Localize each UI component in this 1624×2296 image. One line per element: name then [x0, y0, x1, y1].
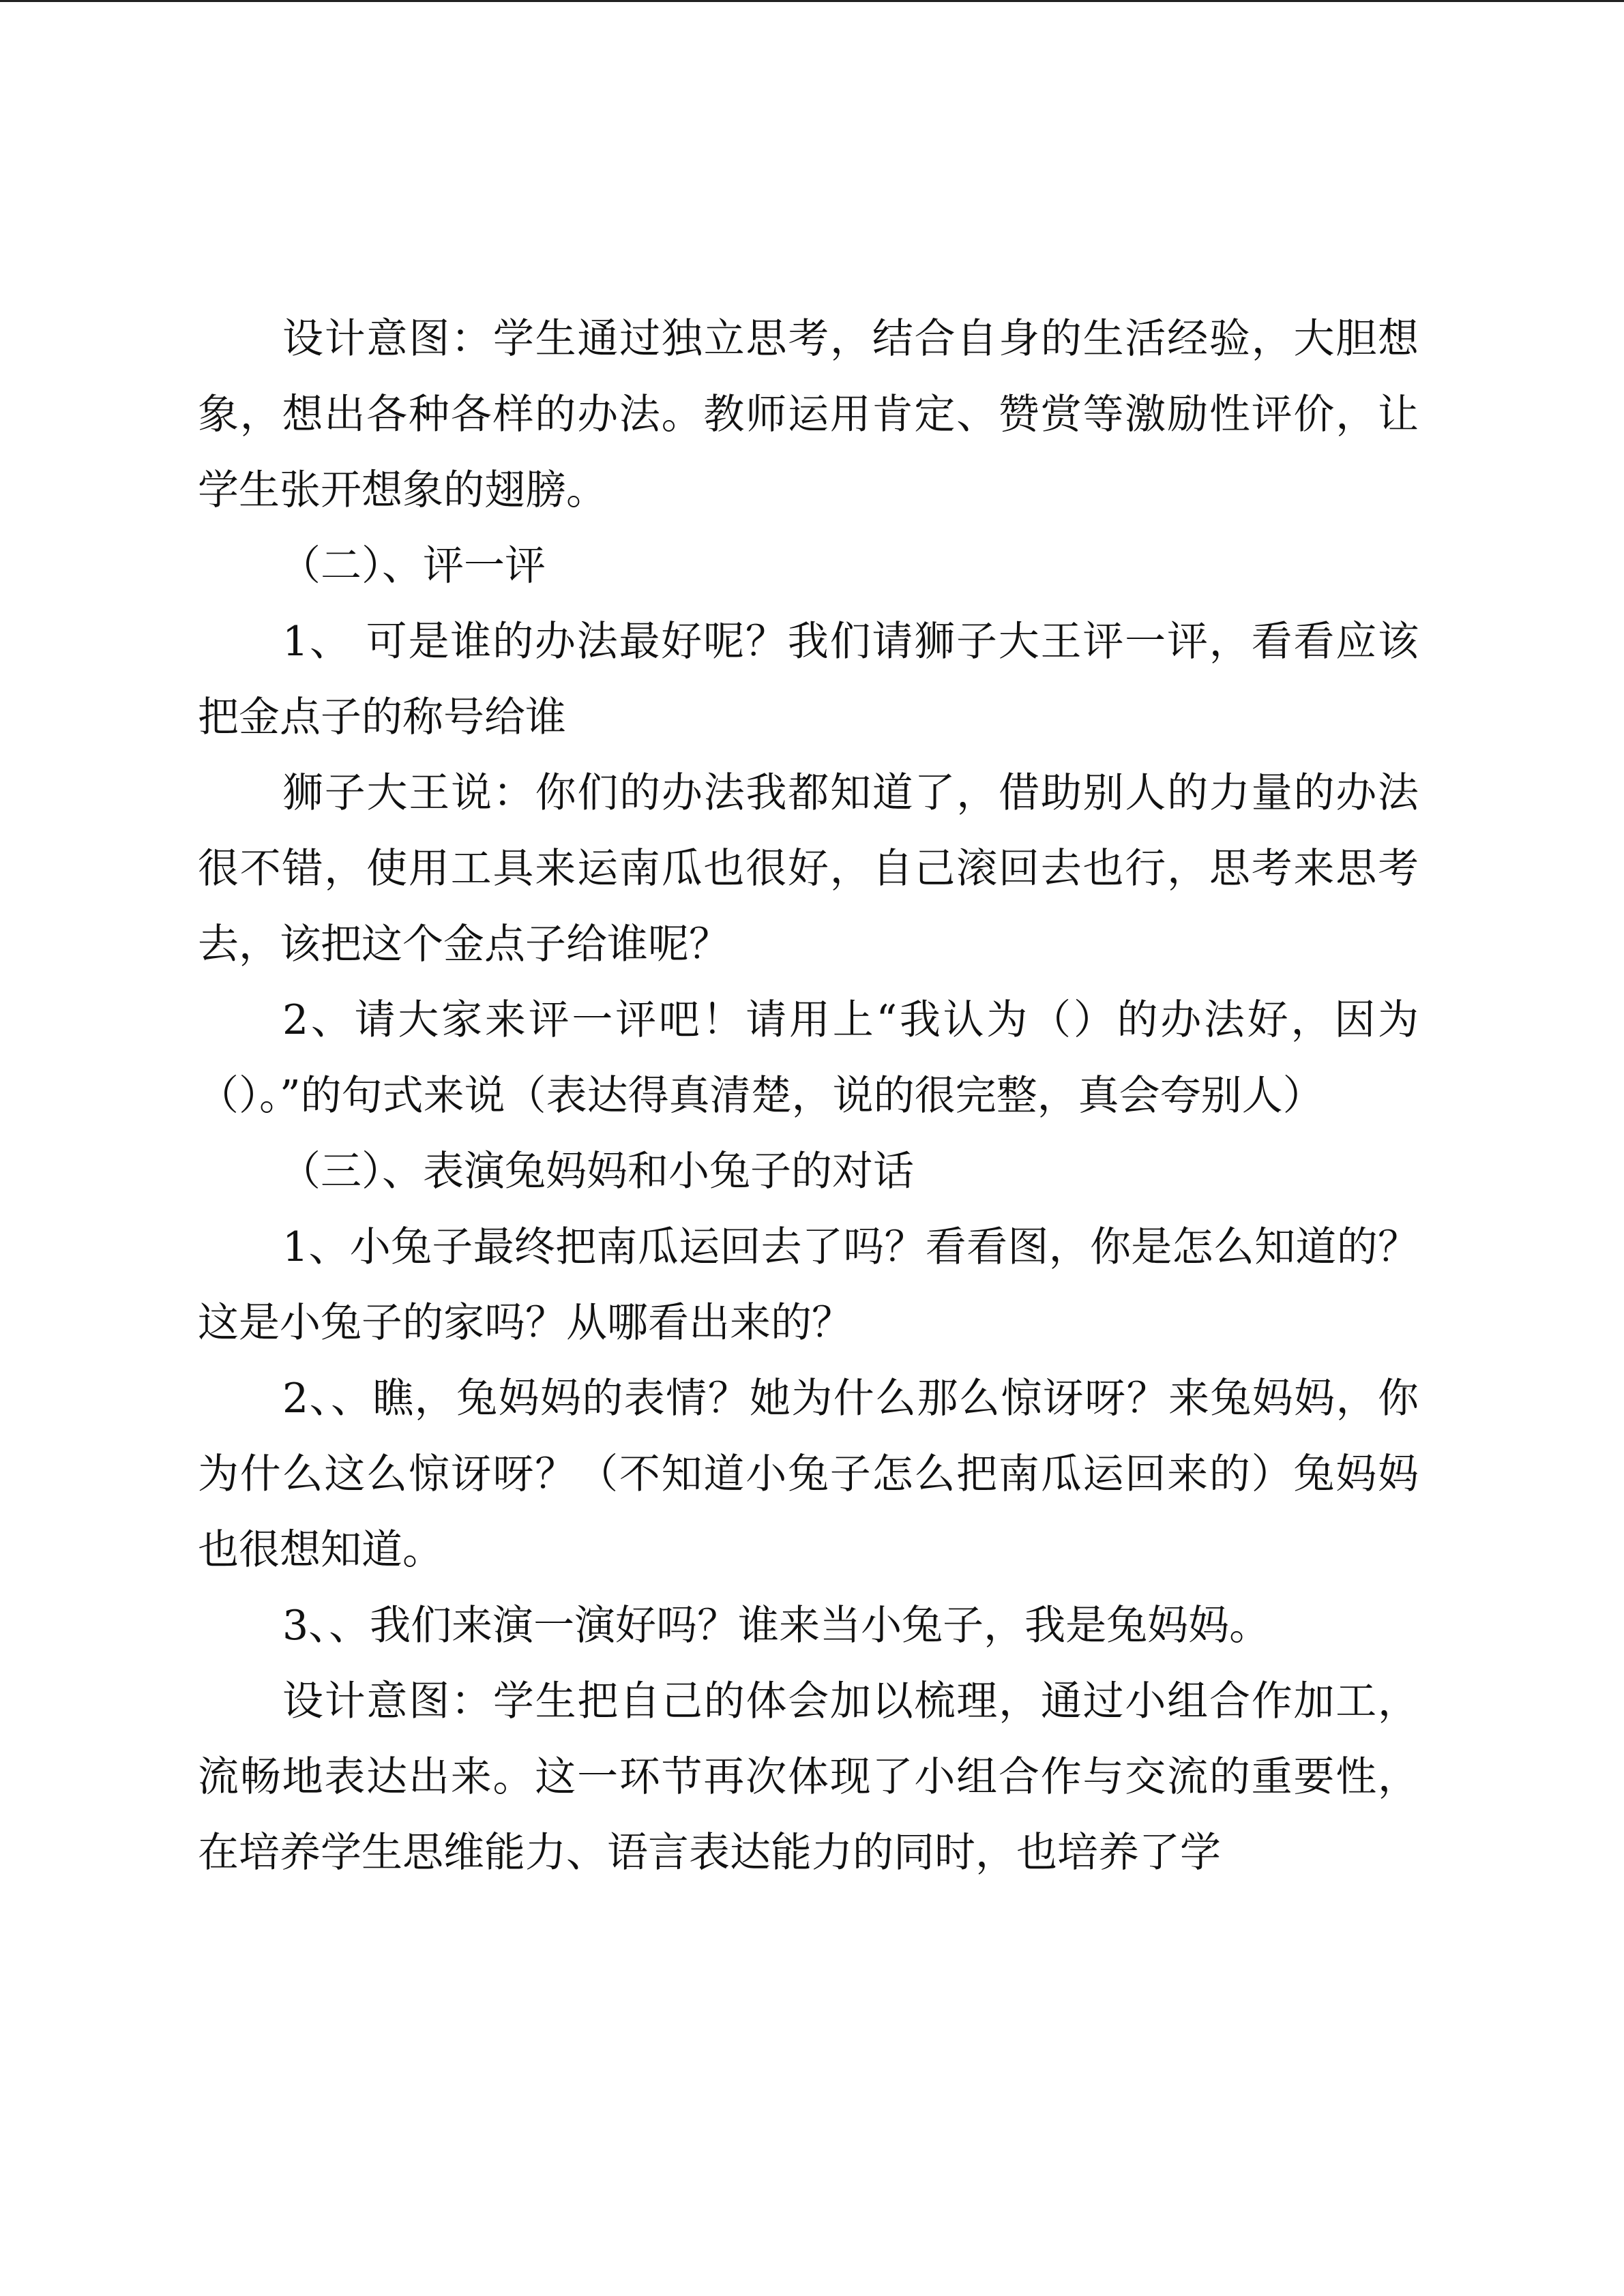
perform-step-3-paragraph: 3、、我们来演一演好吗？谁来当小兔子，我是兔妈妈。 [282, 1602, 1271, 1650]
section-heading-evaluate: （二）、评一评 [280, 542, 546, 590]
step-1-paragraph: 1、 可是谁的办法最好呢？我们请狮子大王评一评，看看应该把金点子的称号给谁 [198, 618, 1419, 741]
design-intent-paragraph-1: 设计意图：学生通过独立思考，结合自身的生活经验，大胆想象，想出各种各样的办法。教师运用肯定、赞赏等激励性评价，让学生张开想象的翅膀。 [198, 315, 1419, 514]
perform-step-2-paragraph: 2、、瞧，兔妈妈的表情？她为什么那么惊讶呀？来兔妈妈，你为什么这么惊讶呀？（不知道小兔子怎么把南瓜运回来的）兔妈妈也很想知道。 [198, 1375, 1419, 1574]
document-body [198, 301, 1419, 1891]
section-heading-perform: （三）、表演兔妈妈和小兔子的对话 [280, 1148, 914, 1195]
design-intent-paragraph-2: 设计意图：学生把自己的体会加以梳理，通过小组合作加工，流畅地表达出来。这一环节再次体现了小组合作与交流的重要性，在培养学生思维能力、语言表达能力的同时，也培养了学 [198, 1678, 1419, 1877]
lion-king-paragraph: 狮子大王说：你们的办法我都知道了，借助别人的力量的办法很不错，使用工具来运南瓜也很好，自己滚回去也行，思考来思考去，该把这个金点子给谁呢？ [198, 769, 1419, 968]
step-2-paragraph: 2、请大家来评一评吧！请用上“我认为（）的办法好，因为（）。”的句式来说（表达得真清楚，说的很完整，真会夸别人） [198, 996, 1419, 1120]
top-border-line [0, 0, 1624, 2]
perform-step-1-paragraph: 1、小兔子最终把南瓜运回去了吗？看看图，你是怎么知道的？这是小兔子的家吗？从哪看出来的？ [198, 1223, 1419, 1347]
